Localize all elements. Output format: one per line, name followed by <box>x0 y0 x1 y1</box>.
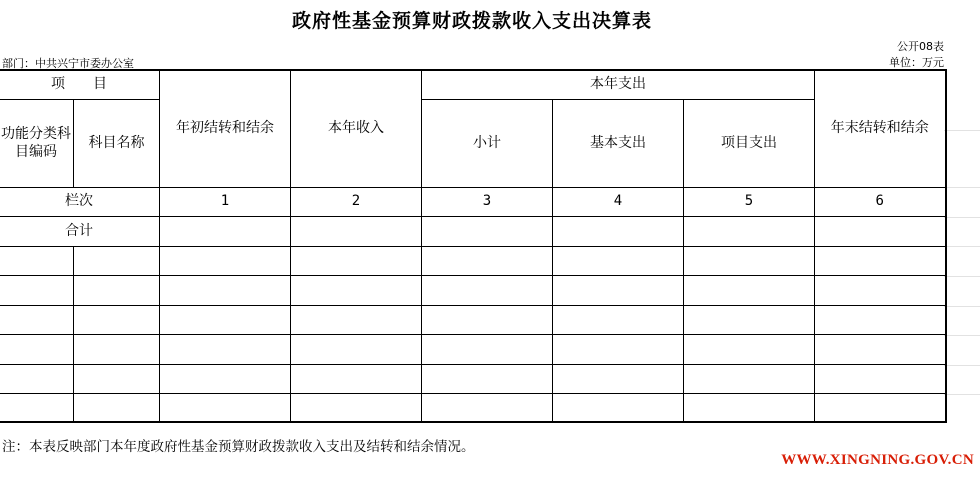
table-cell[interactable] <box>74 305 160 334</box>
table-cell[interactable] <box>684 334 815 364</box>
expense-group-header: 本年支出 <box>422 70 815 99</box>
table-cell[interactable] <box>0 275 74 305</box>
background-gridlines <box>944 70 980 422</box>
column-number: 5 <box>684 187 815 216</box>
table-cell[interactable] <box>422 275 553 305</box>
table-cell[interactable] <box>160 364 291 393</box>
table-row <box>0 246 946 275</box>
header-row-1 <box>0 70 946 99</box>
column-number-row <box>0 187 946 216</box>
table-cell[interactable] <box>160 275 291 305</box>
table-cell[interactable] <box>422 305 553 334</box>
table-cell[interactable] <box>553 364 684 393</box>
table-cell[interactable] <box>0 364 74 393</box>
table-cell[interactable] <box>160 246 291 275</box>
table-cell[interactable] <box>74 364 160 393</box>
table-cell[interactable] <box>160 393 291 422</box>
table-cell[interactable] <box>291 393 422 422</box>
table-cell[interactable] <box>291 246 422 275</box>
table-cell[interactable] <box>684 364 815 393</box>
table-row <box>0 364 946 393</box>
site-watermark: WWW.XINGNING.GOV.CN <box>781 452 974 468</box>
item-header: 项 目 <box>0 70 160 99</box>
income-header: 本年收入 <box>291 70 422 187</box>
total-row <box>0 216 946 246</box>
table-cell[interactable] <box>422 246 553 275</box>
table-cell[interactable] <box>815 305 946 334</box>
table-cell[interactable] <box>291 216 422 246</box>
opening-balance-header: 年初结转和结余 <box>160 70 291 187</box>
table-cell[interactable] <box>684 216 815 246</box>
column-number: 3 <box>422 187 553 216</box>
column-number: 1 <box>160 187 291 216</box>
table-cell[interactable] <box>160 305 291 334</box>
table-cell[interactable] <box>815 393 946 422</box>
form-code: 公开08表 <box>897 40 944 53</box>
column-number: 2 <box>291 187 422 216</box>
table-cell[interactable] <box>74 393 160 422</box>
table-cell[interactable] <box>553 275 684 305</box>
table-row <box>0 334 946 364</box>
table-cell[interactable] <box>684 393 815 422</box>
table-cell[interactable] <box>74 246 160 275</box>
table-cell[interactable] <box>553 305 684 334</box>
table-cell[interactable] <box>160 216 291 246</box>
table-row <box>0 275 946 305</box>
table-cell[interactable] <box>291 364 422 393</box>
subtotal-header: 小计 <box>422 99 553 187</box>
table-cell[interactable] <box>684 275 815 305</box>
column-number: 4 <box>553 187 684 216</box>
unit-label: 单位：万元 <box>889 56 944 69</box>
table-cell[interactable] <box>74 334 160 364</box>
table-cell[interactable] <box>422 364 553 393</box>
table-cell[interactable] <box>422 393 553 422</box>
table-cell[interactable] <box>684 246 815 275</box>
basic-expense-header: 基本支出 <box>553 99 684 187</box>
table-cell[interactable] <box>815 216 946 246</box>
report-table <box>0 69 947 423</box>
table-cell[interactable] <box>291 305 422 334</box>
column-number: 6 <box>815 187 946 216</box>
table-cell[interactable] <box>815 246 946 275</box>
table-cell[interactable] <box>553 393 684 422</box>
table-cell[interactable] <box>0 305 74 334</box>
column-row-label: 栏次 <box>0 187 160 216</box>
table-cell[interactable] <box>74 275 160 305</box>
department-label: 部门：中共兴宁市委办公室 <box>2 57 134 70</box>
table-cell[interactable] <box>815 334 946 364</box>
table-cell[interactable] <box>0 246 74 275</box>
table-cell[interactable] <box>160 334 291 364</box>
table-cell[interactable] <box>0 393 74 422</box>
table-cell[interactable] <box>0 334 74 364</box>
table-cell[interactable] <box>553 334 684 364</box>
table-cell[interactable] <box>422 216 553 246</box>
total-label: 合计 <box>0 216 160 246</box>
report-title: 政府性基金预算财政拨款收入支出决算表 <box>291 10 652 32</box>
table-cell[interactable] <box>291 275 422 305</box>
subject-name-header: 科目名称 <box>74 99 160 187</box>
table-row <box>0 305 946 334</box>
table-cell[interactable] <box>291 334 422 364</box>
table-cell[interactable] <box>815 364 946 393</box>
table-cell[interactable] <box>422 334 553 364</box>
header-row-2 <box>0 99 946 129</box>
table-cell[interactable] <box>553 216 684 246</box>
table-cell[interactable] <box>815 275 946 305</box>
table-cell[interactable] <box>553 246 684 275</box>
project-expense-header: 项目支出 <box>684 99 815 187</box>
table-row <box>0 393 946 422</box>
closing-balance-header: 年末结转和结余 <box>815 70 946 187</box>
func-code-header: 功能分类科目编码 <box>0 99 74 187</box>
footnote: 注：本表反映部门本年度政府性基金预算财政拨款收入支出及结转和结余情况。 <box>2 439 475 455</box>
table-cell[interactable] <box>684 305 815 334</box>
